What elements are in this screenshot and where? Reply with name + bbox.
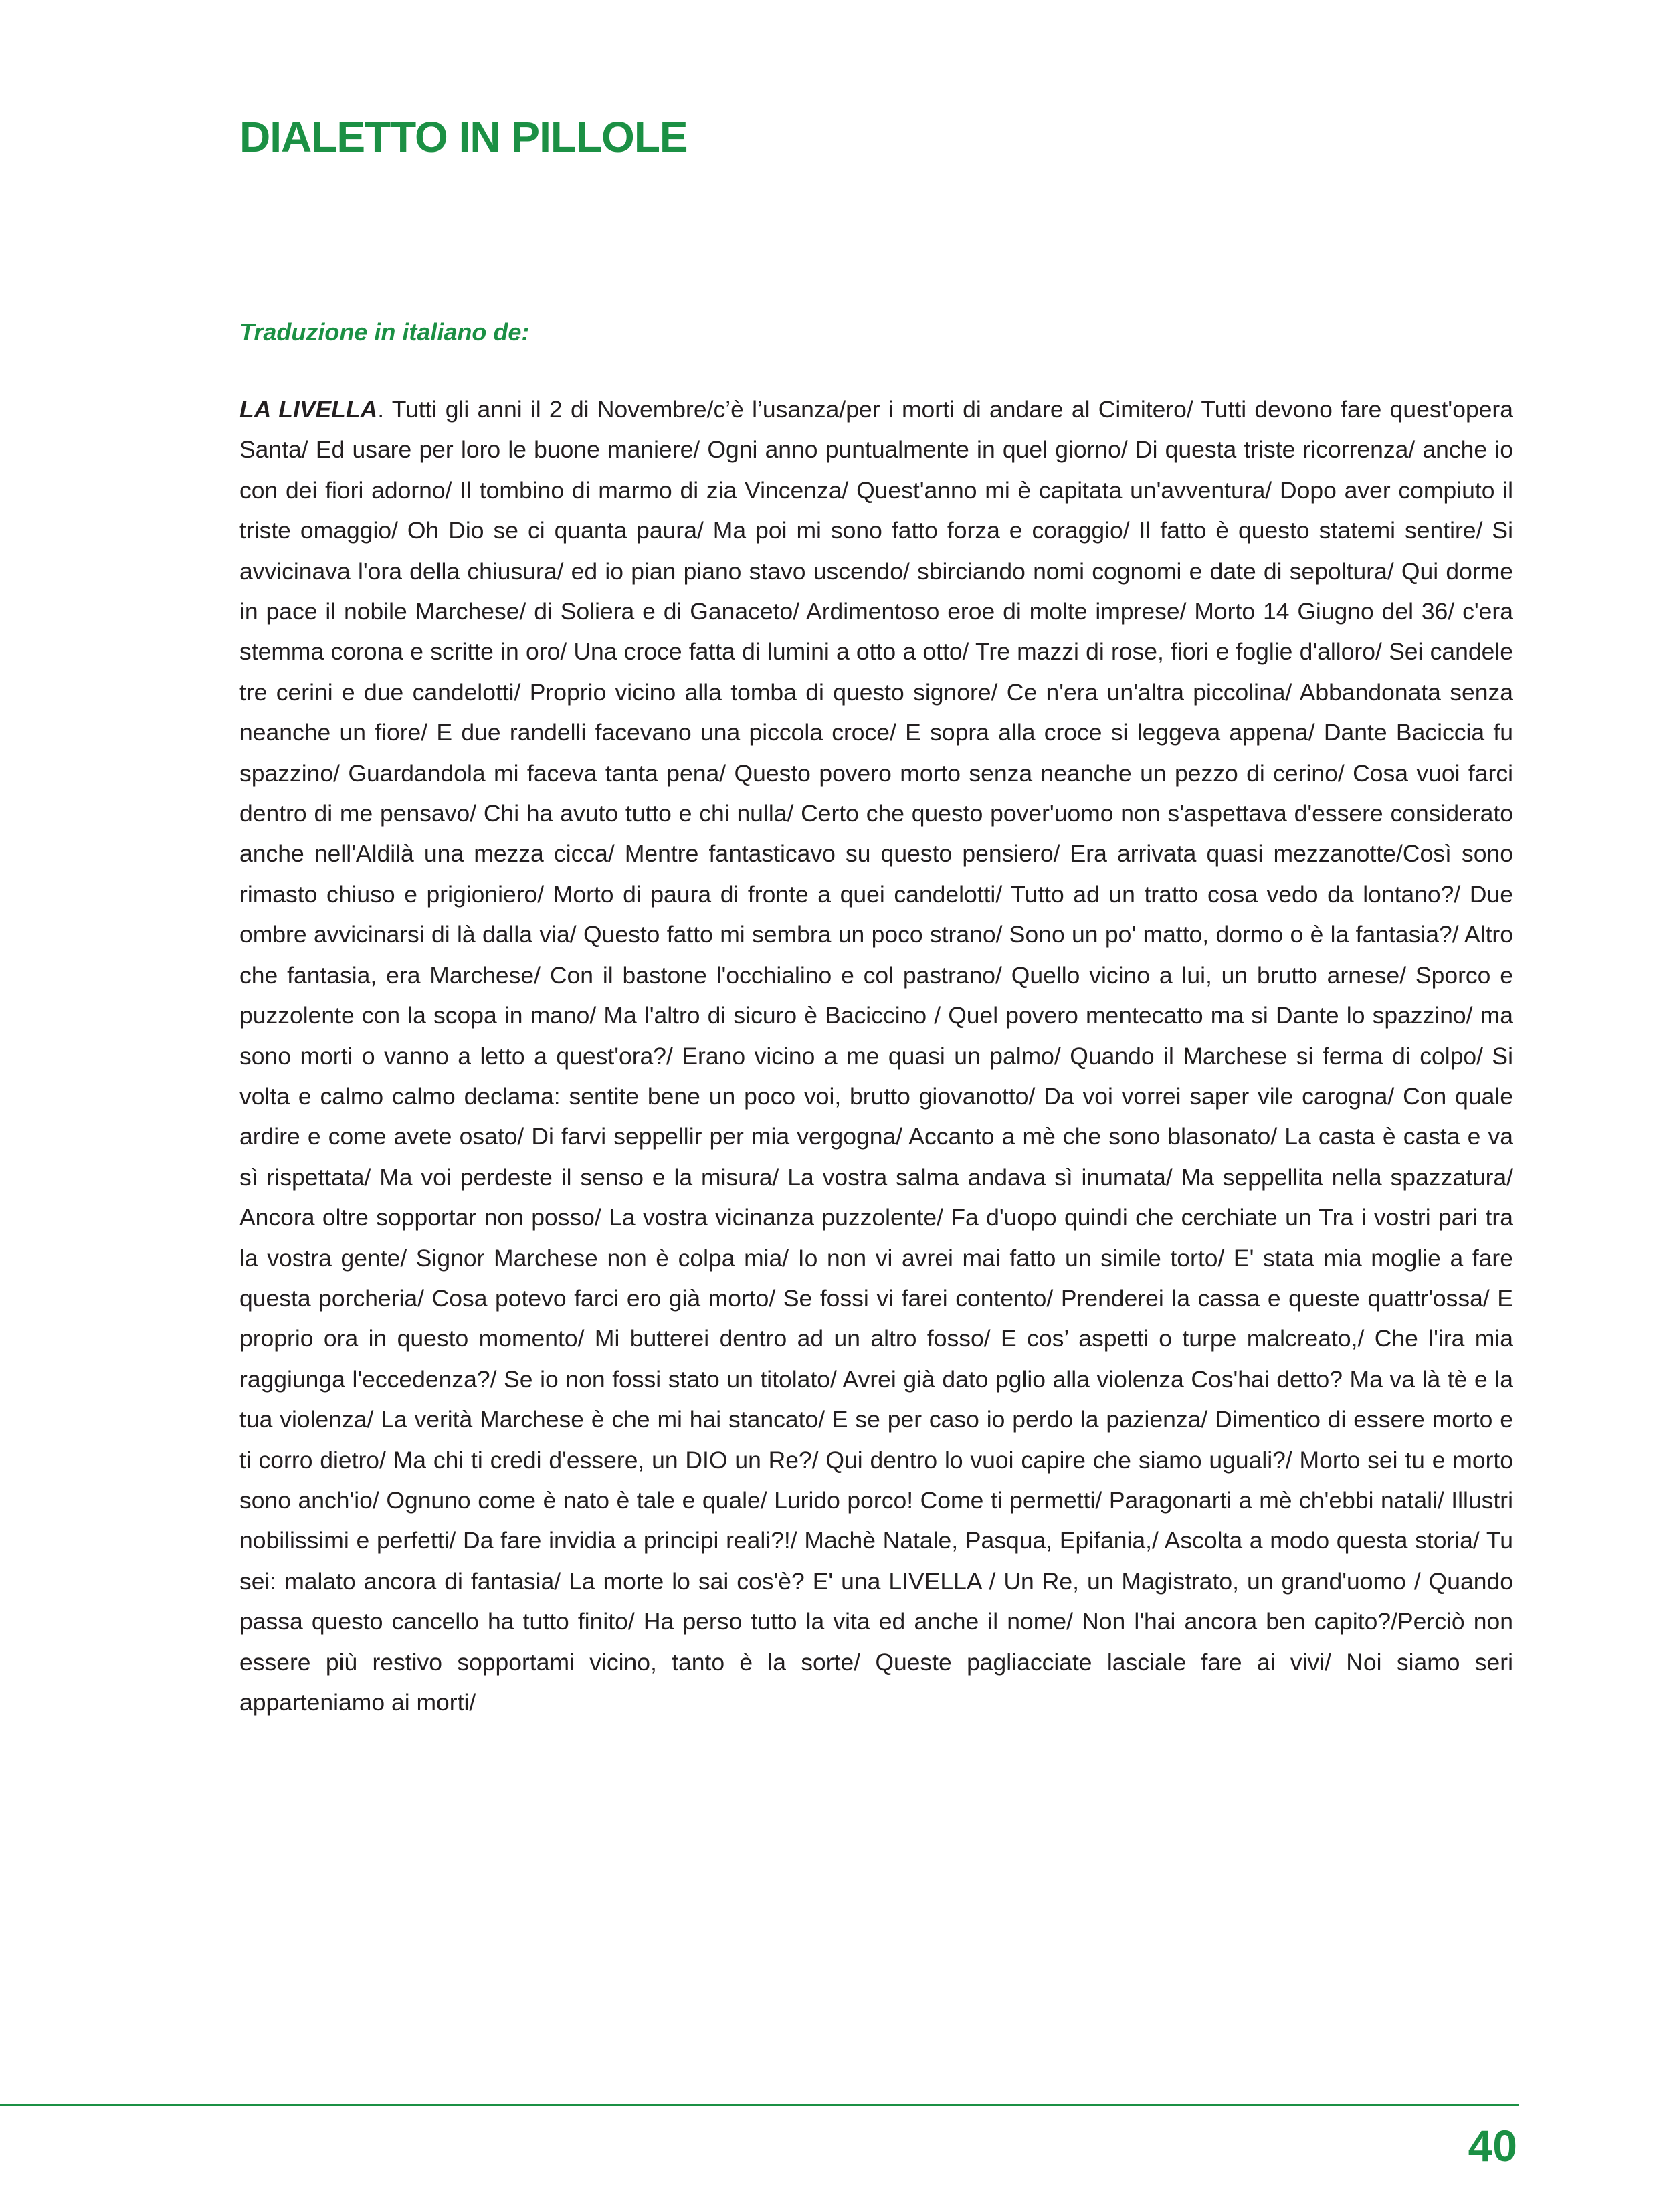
page-title: DIALETTO IN PILLOLE <box>239 113 688 161</box>
page-number: 40 <box>1468 2121 1517 2171</box>
section-subtitle: Traduzione in italiano de: <box>239 318 530 346</box>
footer-divider <box>0 2104 1519 2106</box>
poem-translation-text: . Tutti gli anni il 2 di Novembre/c’è l’usanza/per i morti di andare al Cimitero/ Tutti devono fare quest'opera Santa/ Ed usare per loro le buone maniere/ Ogni anno puntualmente in quel giorno/ Di questa triste ricorrenza/ anche io con dei fiori adorno/ Il tombino di marmo di zia Vincenza/ Quest'anno mi è capitata un'avventura/ Dopo aver compiuto il triste omaggio/ Oh Dio se ci quanta paura/ Ma poi mi sono fatto forza e coraggio/ Il fatto è questo statemi sentire/ Si avvicinava l'ora della chiusura/ ed io pian piano stavo uscendo/ sbirciando nomi cognomi e date di sepoltura/ Qui dorme in pace il nobile Marchese/ di Soliera e di Ganaceto/ Ardimentoso eroe di molte imprese/ Morto 14 Giugno del 36/ c'era stemma corona e scritte in oro/ Una croce fatta di lumini a otto a otto/ Tre mazzi di rose, fiori e foglie d'alloro/ Sei candele tre cerini e due candelotti/ Proprio vicino alla tomba di questo signore/ Ce n'era un'altra piccolina/ Abbandonata senza neanche un fiore/ E due randelli facevano una piccola croce/ E sopra alla croce si leggeva appena/ Dante Baciccia fu spazzino/ Guardandola mi faceva tanta pena/ Questo povero morto senza neanche un pezzo di cerino/ Cosa vuoi farci dentro di me pensavo/ Chi ha avuto tutto e chi nulla/ Certo che questo pover'uomo non s'aspettava d'essere considerato anche nell'Aldilà una mezza cicca/ Mentre fantasticavo su questo pensiero/ Era arrivata quasi mezzanotte/Così sono rimasto chiuso e prigioniero/ Morto di paura di fronte a quei candelotti/ Tutto ad un tratto cosa vedo da lontano?/ Due ombre avvicinarsi di là dalla via/ Questo fatto mi sembra un poco strano/ Sono un po' matto, dormo o è la fantasia?/ Altro che fantasia, era Marchese/ Con il bastone l'occhialino e col pastrano/ Quello vicino a lui, un brutto arnese/ Sporco e puzzolente con la scopa in mano/ Ma l'altro di sicuro è Baciccino / Quel povero mentecatto ma si Dante lo spazzino/ ma sono morti o vanno a letto a quest'ora?/ Erano vicino a me quasi un palmo/ Quando il Marchese si ferma di colpo/ Si volta e calmo calmo declama: sentite bene un poco voi, brutto giovanotto/ Da voi vorrei saper vile carogna/ Con quale ardire e come avete osato/ Di farvi seppellir per mia vergogna/ Accanto a mè che sono blasonato/ La casta è casta e va sì rispettata/ Ma voi perdeste il senso e la misura/ La vostra salma andava sì inumata/ Ma seppellita nella spazzatura/ Ancora oltre sopportar non posso/ La vostra vicinanza puzzolente/ Fa d'uopo quindi che cerchiate un Tra i vostri pari tra la vostra gente/ Signor Marchese non è colpa mia/ Io non vi avrei mai fatto un simile torto/ E' stata mia moglie a fare questa porcheria/ Cosa potevo farci ero già morto/ Se fossi vi farei contento/ Prenderei la cassa e queste quattr'ossa/ E proprio ora in questo momento/ Mi butterei dentro ad un altro fosso/ E cos’ aspetti o turpe malcreato,/ Che l'ira mia raggiunga l'eccedenza?/ Se io non fossi stato un titolato/ Avrei già dato pglio alla violenza Cos'hai detto? Ma va là tè e la tua violenza/ La verità Marchese è che mi hai stancato/ E se per caso io perdo la pazienza/ Dimentico di essere morto e ti corro dietro/ Ma chi ti credi d'essere, un DIO un Re?/ Qui dentro lo vuoi capire che siamo uguali?/ Morto sei tu e morto sono anch'io/ Ognuno come è nato è tale e quale/ Lurido porco! Come ti permetti/ Paragonarti a mè ch'ebbi natali/ Illustri nobilissimi e perfetti/ Da fare invidia a principi reali?!/ Machè Natale, Pasqua, Epifania,/ Ascolta a modo questa storia/ Tu sei: malato ancora di fantasia/ La morte lo sai cos'è? E' una LIVELLA / Un Re, un Magistrato, un grand'uomo / Quando passa questo cancello ha tutto finito/ Ha perso tutto la vita ed anche il nome/ Non l'hai ancora ben capito?/Perciò non essere più restivo sopportami vicino, tanto è la sorte/ Queste pagliacciate lasciale fare ai vivi/ Noi siamo seri apparteniamo ai morti/ <box>239 396 1513 1716</box>
translation-paragraph <box>239 389 1513 1722</box>
poem-title: LA LIVELLA <box>239 396 378 423</box>
